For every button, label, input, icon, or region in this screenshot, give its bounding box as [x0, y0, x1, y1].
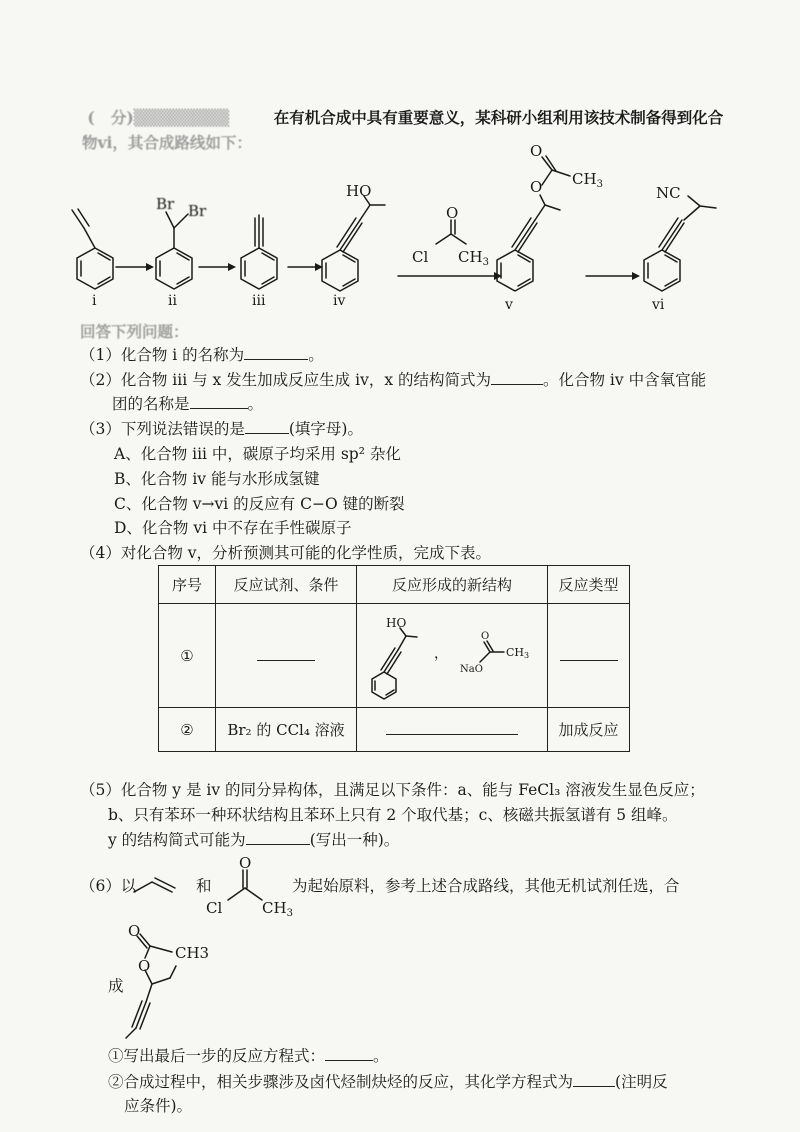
- q6-sub1-end: 。: [373, 1047, 389, 1065]
- q4-ho-label: HO: [386, 615, 407, 630]
- intro-line-2: 物vi，其合成路线如下：: [82, 133, 252, 152]
- q4-row1-type-blank[interactable]: [560, 646, 618, 661]
- q4-ch3-label: CH3: [506, 645, 530, 660]
- q4-row2-structure: [357, 708, 548, 752]
- ho-label-iv: HO: [346, 182, 372, 200]
- q4-header-structure: 反应形成的新结构: [357, 566, 548, 604]
- q1-text: （1）化合物 i 的名称为: [80, 346, 245, 364]
- br-label-1: Br: [156, 195, 175, 213]
- q2-blank-x[interactable]: [491, 370, 543, 385]
- q6-suffix: 为起始原料，参考上述合成路线，其他无机试剂任选，合: [292, 877, 680, 895]
- q5-line-1: （5）化合物 y 是 iv 的同分异构体，且满足以下条件：a、能与 FeCl₃ 溶液发生显色反应；: [80, 781, 705, 799]
- q4-row2-type: 加成反应: [548, 708, 630, 752]
- q6-sub1: [108, 1046, 389, 1066]
- q1-end: 。: [308, 346, 324, 364]
- q6-sub1-blank[interactable]: [325, 1046, 373, 1061]
- q4-row1-reagent: [216, 604, 357, 708]
- compound-ii-structure: [156, 212, 192, 289]
- intro-line-1: ( 分)▒▒▒▒▒▒▒▒ 在有机合成中具有重要意义，某科研小组利用该技术制备得到化合: [82, 108, 724, 127]
- q4-row1-structure: [357, 604, 548, 708]
- question-2-line-2: [112, 394, 263, 414]
- q3-hint: (填字母)。: [288, 420, 363, 438]
- q4-structure-separator: ，: [434, 645, 448, 662]
- q3-answer-blank[interactable]: [245, 419, 289, 434]
- q2-text-b: 。化合物 iv 中含氧官能: [543, 371, 707, 389]
- reagent-cl-label: Cl: [412, 248, 429, 266]
- compound-i-label: i: [92, 293, 97, 309]
- q6-cheng: 成: [108, 977, 124, 995]
- q4-row1-reagent-blank[interactable]: [257, 646, 315, 661]
- ch3-label-v: $CH_3$: [572, 170, 603, 190]
- q4-row1-type: [548, 604, 630, 708]
- q4-header-reagent: 反应试剂、条件: [216, 566, 357, 604]
- o-label-v-carbonyl: O: [530, 142, 543, 160]
- q4-header-no: 序号: [159, 566, 216, 604]
- q4-row2-no: ②: [159, 708, 216, 752]
- question-1: [80, 345, 324, 365]
- q6-o-label: O: [239, 854, 252, 872]
- q5-text-a: y 的结构简式可能为: [108, 831, 246, 849]
- intro-text: 在有机合成中具有重要意义，某科研小组利用该技术制备得到化合: [273, 108, 724, 127]
- reagent-ch3-label: $CH_3$: [458, 248, 489, 268]
- q6-prefix: （6）以: [80, 877, 137, 895]
- compound-iii-structure: [241, 215, 277, 289]
- q4-o-label: O: [481, 630, 490, 642]
- q2-text-a: （2）化合物 iii 与 x 发生加成反应生成 iv，x 的结构简式为: [80, 371, 491, 389]
- q6-target-ch3: CH3: [175, 944, 210, 962]
- questions-intro: 回答下列问题：: [80, 322, 189, 341]
- compound-iii-label: iii: [252, 293, 266, 309]
- q2-blank-group[interactable]: [190, 394, 248, 409]
- q3-option-d: D、化合物 vi 中不存在手性碳原子: [114, 519, 352, 537]
- q6-sub2-hint: (注明反: [615, 1073, 668, 1091]
- q6-target-o1: O: [128, 922, 141, 940]
- compound-iv-structure: [322, 196, 385, 291]
- q3-option-c: C、化合物 v→vi 的反应有 C−O 键的断裂: [114, 495, 405, 513]
- propene-structure: [134, 878, 175, 892]
- question-4: （4）对化合物 v，分析预测其可能的化学性质，完成下表。: [80, 544, 492, 562]
- q1-answer-blank[interactable]: [244, 345, 308, 360]
- compound-i-structure: [72, 209, 113, 289]
- q6-and: 和: [196, 877, 212, 895]
- synthesis-scheme: [0, 0, 800, 320]
- q4-header-type: 反应类型: [548, 566, 630, 604]
- question-3: [80, 419, 363, 439]
- q2-end: 。: [247, 395, 264, 413]
- q5-text-b: (写出一种)。: [309, 831, 400, 849]
- q6-cl-label: Cl: [206, 899, 223, 917]
- q4-row2-reagent: Br₂ 的 CCl₄ 溶液: [216, 708, 357, 752]
- q6-target-o2: O: [138, 957, 151, 975]
- reagent-o-label: O: [446, 204, 459, 222]
- compound-v-structure: [497, 156, 570, 291]
- q4-header-row: [159, 566, 630, 604]
- nc-label-vi: NC: [656, 184, 681, 202]
- q4-row1-no: ①: [159, 604, 216, 708]
- q3-text: （3）下列说法错误的是: [80, 420, 245, 438]
- q6-structures: [0, 840, 800, 1040]
- q6-sub2-line2: 应条件)。: [124, 1097, 193, 1115]
- compound-iv-label: iv: [333, 293, 346, 309]
- q2-line2: 团的名称是: [112, 395, 190, 413]
- compound-vi-label: vi: [652, 297, 665, 313]
- q6-sub2-blank[interactable]: [573, 1072, 615, 1087]
- q5-line-2: b、只有苯环一种环状结构且苯环上只有 2 个取代基；c、核磁共振氢谱有 5 组峰。: [108, 806, 678, 824]
- q6-target-structure: [126, 934, 176, 1038]
- compound-ii-label: ii: [168, 293, 177, 309]
- intro-faded-prefix: ( 分): [82, 108, 134, 127]
- q3-option-b: B、化合物 iv 能与水形成氢键: [114, 470, 320, 488]
- compound-vi-structure: [644, 196, 716, 291]
- q6-sub1-text: ①写出最后一步的反应方程式：: [108, 1047, 326, 1065]
- q4-row-1: [159, 604, 630, 708]
- br-label-2: Br: [188, 202, 207, 220]
- question-2-line-1: [80, 370, 706, 390]
- q4-row-2: [159, 708, 630, 752]
- q6-ch3-label: $CH_3$: [262, 899, 293, 919]
- q4-row2-structure-blank[interactable]: [386, 720, 518, 735]
- q4-nao-label: NaO: [460, 663, 483, 675]
- q6-sub2: [108, 1072, 668, 1092]
- q3-option-a: A、化合物 iii 中，碳原子均采用 sp² 杂化: [114, 445, 401, 463]
- o-label-v-ester: O: [530, 178, 543, 196]
- q6-sub2-text: ②合成过程中，相关步骤涉及卤代烃制炔烃的反应，其化学方程式为: [108, 1073, 574, 1091]
- acetyl-chloride-reagent: [436, 220, 466, 244]
- q4-row1-structures: [362, 606, 542, 702]
- compound-v-label: v: [505, 297, 513, 313]
- q6-acetyl-chloride-structure: [228, 870, 262, 900]
- q4-table: [158, 565, 630, 752]
